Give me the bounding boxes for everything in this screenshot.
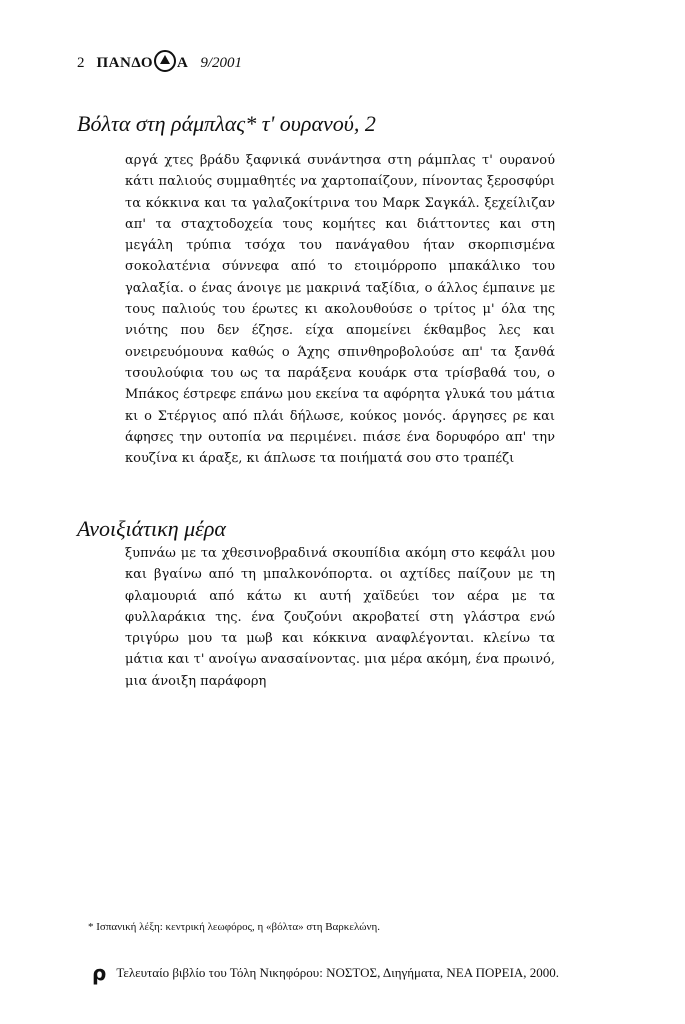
book-credit: [92, 963, 559, 983]
footnote: * Ισπανική λέξη: κεντρική λεωφόρος, η «βόλτα» στη Βαρκελώνη.: [88, 921, 381, 933]
poem-title: Βόλτα στη ράμπλας* τ' ουρανού, 2: [77, 111, 376, 136]
poem-title: Ανοιξιάτικη μέρα: [77, 516, 226, 541]
book-credit-text: Τελευταίο βιβλίο του Τόλη Νικηφόρου: ΝΟΣΤΟΣ, Διηγήματα, ΝΕΑ ΠΟΡΕΙΑ, 2000.: [116, 965, 560, 980]
magazine-logo: [97, 52, 189, 74]
magazine-logo-end: Α: [177, 54, 189, 71]
publisher-logo-icon: ρ: [92, 961, 107, 985]
pen-nib-icon: [154, 50, 176, 72]
poem-body: αργά χτες βράδυ ξαφνικά συνάντησα στη ράμπλας τ' ουρανού κάτι παλιούς συμμαθητές να χαρτοπαίζουν, πίνοντας ξεροσφύρι τα κόκκινα και τα γαλαζοκίτρινα του Μαρκ Σαγκάλ. ξεχείλιζαν απ' τα σταχτοδοχεία τους κομήτες και διάττοντες και στη μεγάλη τρύπια τσόχα του πανάγαθου ήταν σκορπισμένα σοκολατένια σύννεφα από το ετοιμόρροπο μπακάλικο του γαλαξία. ο ένας άνοιγε με μακρινά ταξίδια, ο άλλος έμπαινε με τους παλιούς του έρωτες κι ακολουθούσε ο τρίτος μ' όλα της νιότης που δεν έζησε. είχα απομείνει έκθαμβος λες και ονειρευόμουνα καθώς ο Άχης σπινθηροβολούσε απ' τα ξανθά τσουλούφια του ως τα παράξενα κουάρκ στα τρίσβαθά του, ο Μπάκος έστρεφε επάνω μου εκείνα τα αφόρητα γλυκά του μάτια κι ο Στέργιος από πλάι δήλωσε, κούκος μονός. άργησες ρε και άφησες την ουτοπία να περιμένει. πιάσε ένα δορυφόρο απ' την κουζίνα κι άραξε, κι άπλωσε τα ποιήματά σου στο τραπέζι: [125, 153, 555, 467]
poem-body: ξυπνάω με τα χθεσινοβραδινά σκουπίδια ακόμη στο κεφάλι μου και βγαίνω από τη μπαλκονόπορτα. οι αχτίδες παίζουν με τη φλαμουριά από κάτω κι αυτή χαϊδεύει τον αέρα με τα φυλλαράκια της. ένα ζουζούνι ακροβατεί στη γλάστρα ενώ τριγύρω μου τα μωβ και κόκκινα αναφλέγονται. κλείνω τα μάτια και τ' ανοίγω ανασαίνοντας. μια μέρα ακόμη, ένα πρωινό, μια άνοιξη παράφορη: [125, 546, 555, 689]
magazine-logo-text: ΠΑΝΔΟ: [96, 54, 154, 71]
page-header: [77, 52, 242, 74]
issue-number: 9/2001: [200, 54, 243, 71]
page-number: 2: [77, 54, 85, 71]
